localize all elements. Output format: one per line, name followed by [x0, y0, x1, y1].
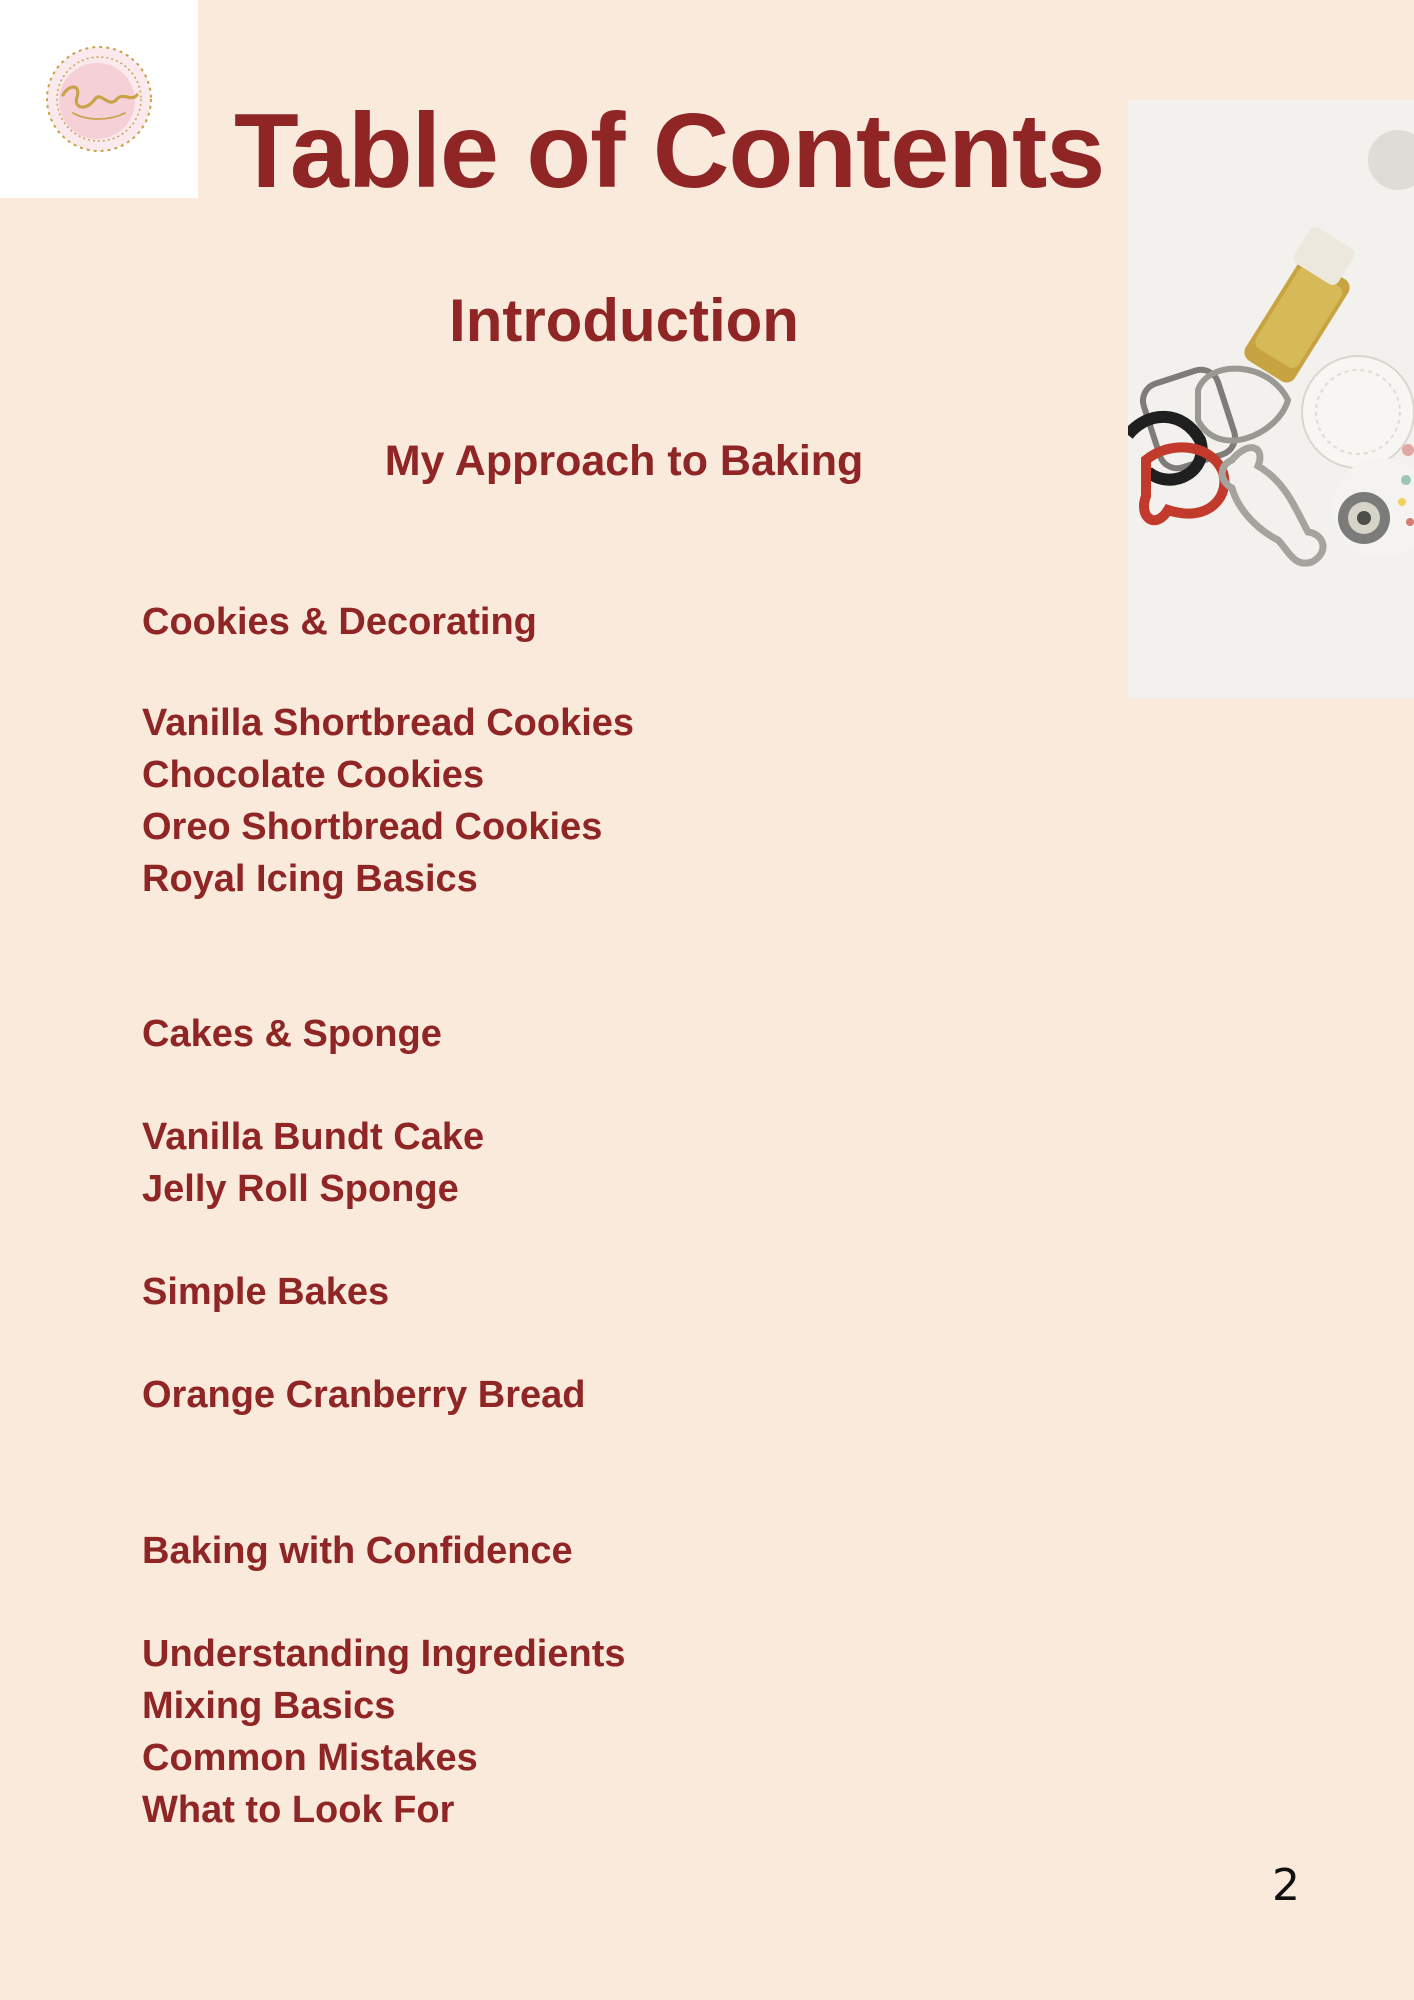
toc-item-orange-cranberry-bread[interactable]: Orange Cranberry Bread	[142, 1374, 586, 1416]
toc-item-what-to-look-for[interactable]: What to Look For	[142, 1789, 455, 1831]
toc-heading-baking-with-confidence[interactable]: Baking with Confidence	[142, 1530, 573, 1572]
page-number: 2	[1272, 1860, 1300, 1911]
toc-item-understanding-ingredients[interactable]: Understanding Ingredients	[142, 1633, 626, 1675]
toc-item-vanilla-bundt-cake[interactable]: Vanilla Bundt Cake	[142, 1116, 485, 1158]
page-title: Table of Contents	[234, 92, 1105, 210]
toc-heading-cakes-sponge[interactable]: Cakes & Sponge	[142, 1013, 442, 1055]
toc-item-royal-icing-basics[interactable]: Royal Icing Basics	[142, 858, 478, 900]
toc-item-mixing-basics[interactable]: Mixing Basics	[142, 1685, 396, 1727]
logo-box	[0, 0, 198, 198]
toc-item-chocolate-cookies[interactable]: Chocolate Cookies	[142, 754, 485, 796]
approach-heading: My Approach to Baking	[384, 437, 864, 485]
timeringue-logo-icon	[39, 39, 159, 159]
baking-tools-photo-icon	[1128, 100, 1414, 698]
toc-item-jelly-roll-sponge[interactable]: Jelly Roll Sponge	[142, 1168, 459, 1210]
toc-heading-cookies-decorating[interactable]: Cookies & Decorating	[142, 601, 537, 643]
toc-item-oreo-shortbread-cookies[interactable]: Oreo Shortbread Cookies	[142, 806, 603, 848]
toc-item-common-mistakes[interactable]: Common Mistakes	[142, 1737, 478, 1779]
toc-item-vanilla-shortbread-cookies[interactable]: Vanilla Shortbread Cookies	[142, 702, 635, 744]
toc-heading-simple-bakes[interactable]: Simple Bakes	[142, 1271, 390, 1313]
introduction-heading: Introduction	[449, 287, 799, 354]
baking-tools-photo	[1128, 100, 1414, 698]
